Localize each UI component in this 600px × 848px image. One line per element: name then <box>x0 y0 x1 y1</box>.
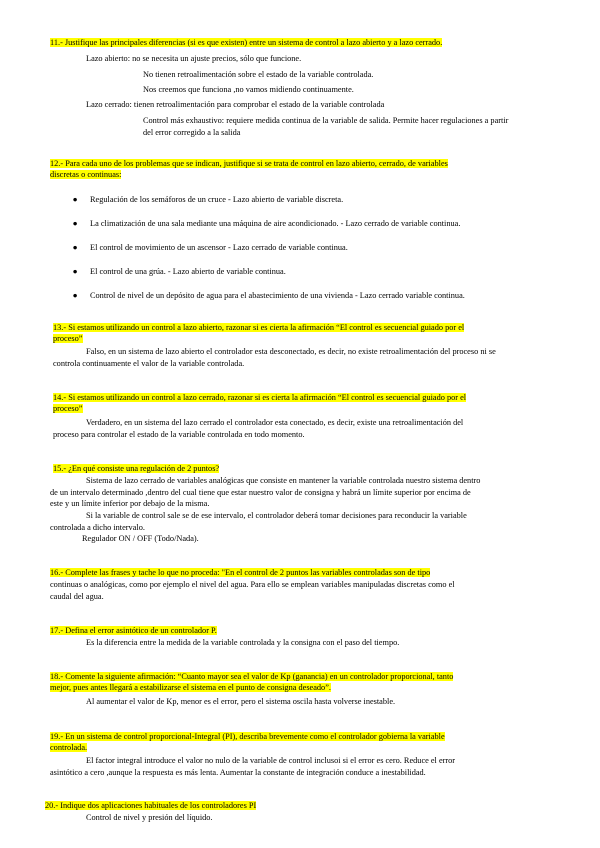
q15-answer-line5: controlada a dicho intervalo. <box>50 523 145 532</box>
q20-heading <box>45 800 256 811</box>
bullet-icon: ● <box>72 219 78 228</box>
list-item-text: Regulación de los semáforos de un cruce - Lazo abierto de variable discreta. <box>90 195 344 204</box>
q16-line1 <box>50 567 430 578</box>
q11-closed-label: Lazo cerrado: tienen retroalimentación para comprobar el estado de la variable controlada <box>86 100 385 109</box>
q13-answer-line1: Falso, en un sistema de lazo abierto el controlador esta desconectado, es decir, no existe retroalimentación del proceso ni se <box>86 347 496 356</box>
bullet-icon: ● <box>72 291 78 300</box>
list-item-text: Control de nivel de un depósito de agua para el abastecimiento de una vivienda - Lazo cerrado variable continua. <box>90 291 465 300</box>
q11-open-line1: No tienen retroalimentación sobre el estado de la variable controlada. <box>143 70 374 79</box>
q19-heading <box>50 731 445 754</box>
q19-answer-line1: El factor integral introduce el valor no nulo de la variable de control inclusoi si el error es cero. Reduce el error <box>86 756 456 765</box>
q17-heading <box>50 625 217 636</box>
q14-heading-line2: proceso” <box>53 404 83 414</box>
q11-closed-line1: Control más exhaustivo: requiere medida continua de la variable de salida. Permite hacer regulaciones a partir <box>143 116 509 125</box>
q11-open-label: Lazo abierto: no se necesita un ajuste precios, sólo que funcione. <box>86 54 302 63</box>
q15-answer-line6: Regulador ON / OFF (Todo/Nada). <box>82 534 199 543</box>
q11-heading <box>50 37 560 48</box>
q15-heading-text: 15.- ¿En qué consiste una regulación de 2 puntos? <box>53 464 220 473</box>
q16-line3: caudal del agua. <box>50 592 104 601</box>
q18-heading <box>50 671 453 694</box>
q15-answer-line3: este y un límite inferior por debajo de la misma. <box>50 499 210 508</box>
q18-answer: Al aumentar el valor de Kp, menor es el error, pero el sistema oscila hasta volverse inestable. <box>86 697 396 706</box>
q15-answer-line2: de un intervalo determinado ,dentro del cual tiene que estar nuestro valor de consigna y habrá un límite superior por encima de <box>50 488 471 497</box>
q14-answer-line1: Verdadero, en un sistema del lazo cerrado el controlador esta conectado, es decir, existe una retroalimentación del <box>86 418 464 427</box>
list-item-text: El control de una grúa. - Lazo abierto de variable continua. <box>90 267 286 276</box>
q15-answer-line1: Sistema de lazo cerrado de variables analógicas que consiste en mantener la variable controlada nuestro sistema dentro <box>86 476 481 485</box>
bullet-icon: ● <box>72 243 78 252</box>
q15-heading <box>53 463 219 474</box>
q15-answer-line4: Si la variable de control sale se de ese intervalo, el controlador deberá tomar decisiones para reconducir la variable <box>86 511 467 520</box>
q19-heading-line1: 19.- En un sistema de control proporcional-Integral (PI), describa brevemente como el controlador gobierna la variable <box>50 732 445 741</box>
q12-heading-line1: 12.- Para cada uno de los problemas que se indican, justifique si se trata de control en lazo abierto, cerrado, de variables <box>50 159 448 168</box>
q11-closed-line2: del error corregido a la salida <box>143 128 241 137</box>
list-item-text: La climatización de una sala mediante una máquina de aire acondicionado. - Lazo cerrado de variable continua. <box>90 219 461 228</box>
q14-answer-line2: proceso para controlar el estado de la variable controlada en todo momento. <box>53 430 305 439</box>
q12-heading <box>50 158 562 181</box>
q14-heading-line1: 14.- Si estamos utilizando un control a lazo cerrado, razonar si es cierta la afirmación “El control es secuencial guiado por el <box>53 393 467 402</box>
q17-answer: Es la diferencia entre la medida de la variable controlada y la consigna con el paso del tiempo. <box>86 638 400 647</box>
q20-answer: Control de nivel y presión del líquido. <box>86 813 213 822</box>
bullet-icon: ● <box>72 195 78 204</box>
q16-line2 <box>50 579 455 590</box>
list-item-text: El control de movimiento de un ascensor - Lazo cerrado de variable continua. <box>90 243 348 252</box>
q16-line2-text: continuas o analógicas, como por ejemplo el nivel del agua. Para ello se emplean variables manipuladas discretas como el <box>50 580 455 589</box>
q12-heading-line2: discretas o continuas: <box>50 170 122 180</box>
q19-heading-line2: controlada. <box>50 743 88 753</box>
q11-heading-text: 11.- Justifique las principales diferencias (si es que existen) entre un sistema de control a lazo abierto y a lazo cerrado. <box>50 38 443 47</box>
q18-heading-line2: mejor, pues antes llegará a estabilizarse el sistema en el punto de consigna deseado”. <box>50 683 331 693</box>
bullet-icon: ● <box>72 267 78 276</box>
q13-heading <box>53 322 464 345</box>
q20-heading-text: 20.- Indique dos aplicaciones habituales de los controladores PI <box>45 801 257 810</box>
q13-answer-line2: controla continuamente el valor de la variable controlada. <box>53 359 245 368</box>
q11-open-line2: Nos creemos que funciona ,no vamos midiendo continuamente. <box>143 85 354 94</box>
q19-answer-line2: asintótico a cero ,aunque la respuesta es más lenta. Aumentar la constante de integración conduce a inestabilidad. <box>50 768 426 777</box>
q16-line1-text: 16.- Complete las frases y tache lo que no proceda: "En el control de 2 puntos las variables controladas son de tipo <box>50 568 431 577</box>
q17-heading-text: 17.- Defina el error asintótico de un controlador P. <box>50 626 217 635</box>
q13-heading-line2: proceso” <box>53 334 83 344</box>
q18-heading-line1: 18.- Comente la siguiente afirmación: “Cuanto mayor sea el valor de Kp (ganancia) en un controlador proporcional, tanto <box>50 672 454 681</box>
q14-heading <box>53 392 466 415</box>
q13-heading-line1: 13.- Si estamos utilizando un control a lazo abierto, razonar si es cierta la afirmación “El control es secuencial guiado por el <box>53 323 465 332</box>
